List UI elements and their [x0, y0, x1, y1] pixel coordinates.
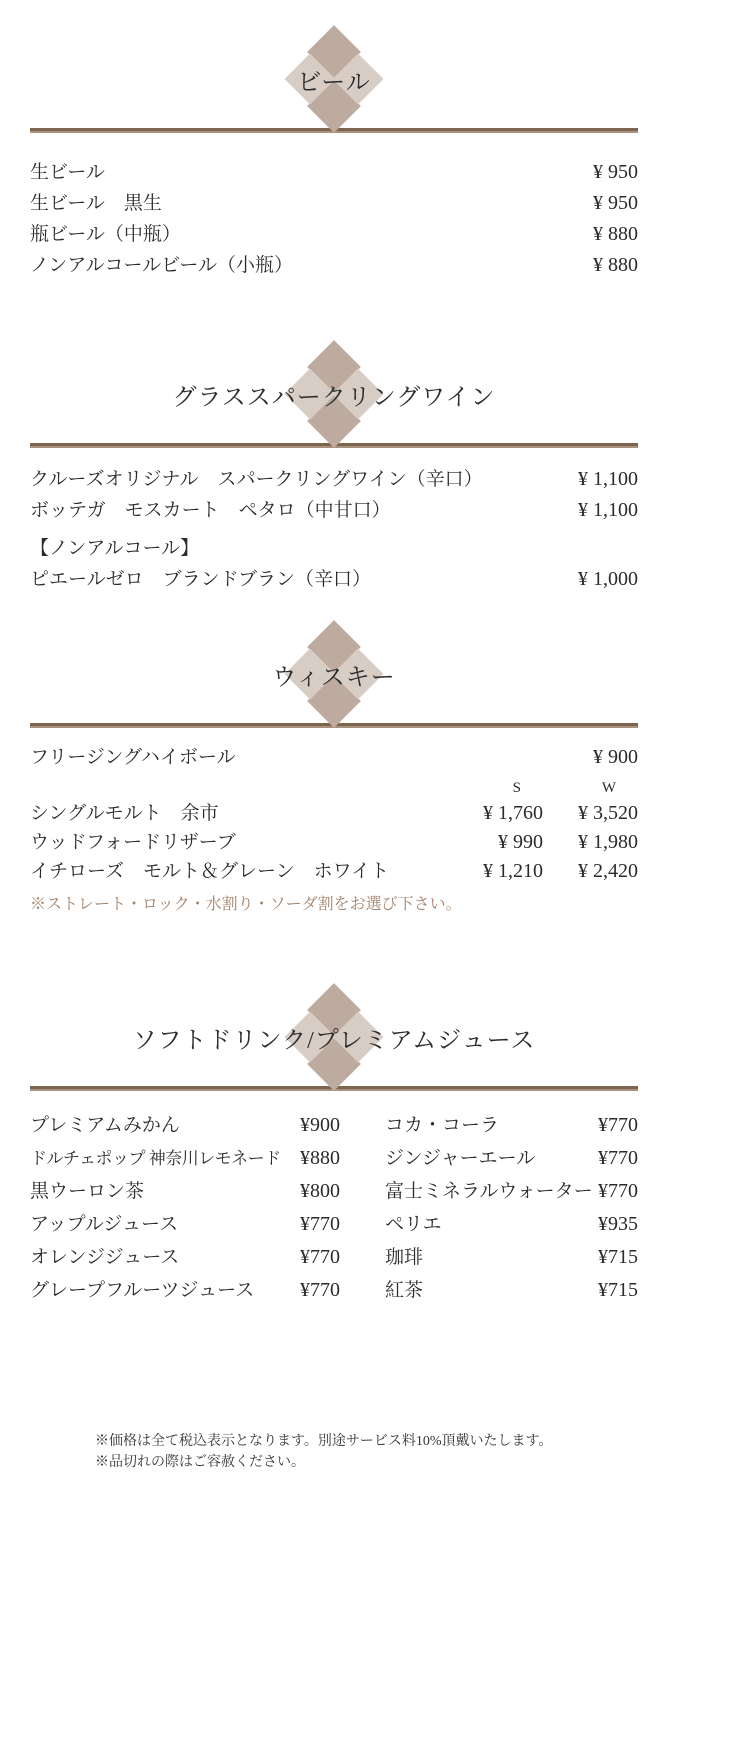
column-header-single: S [512, 780, 521, 796]
item-name: クルーズオリジナル スパークリングワイン（辛口） [30, 469, 483, 490]
item-name: 生ビール [30, 162, 105, 183]
whiskey-serving-note: ※ストレート・ロック・水割り・ソーダ割をお選び下さい。 [30, 896, 462, 913]
item-price: ¥770 [598, 1147, 638, 1169]
item-name: ピエールゼロ ブランドブラン（辛口） [30, 569, 372, 590]
section-title-sparkling-wine: グラススパークリングワイン [172, 384, 496, 411]
item-price: ¥ 950 [593, 161, 638, 183]
item-price: ¥ 880 [593, 254, 638, 276]
item-name: 黒ウーロン茶 [30, 1181, 145, 1202]
footer-note-soldout: ※品切れの際はご容赦ください。 [95, 1455, 305, 1470]
menu-item-row [30, 1142, 340, 1175]
menu-item-row [30, 464, 638, 495]
item-price: ¥ 900 [593, 746, 638, 768]
menu-item-row [385, 1109, 638, 1142]
item-price: ¥900 [300, 1114, 340, 1136]
section-header-sparkling-wine [30, 349, 638, 439]
menu-item-row [30, 799, 638, 828]
menu-item-row [30, 1241, 340, 1274]
item-name: 瓶ビール（中瓶） [30, 224, 181, 245]
item-price: ¥ 880 [593, 223, 638, 245]
footer-notes [95, 1431, 638, 1473]
menu-page [0, 34, 739, 1473]
item-name: 生ビール 黒生 [30, 193, 162, 214]
soft-drinks-right-column [385, 1109, 638, 1307]
menu-item-row [30, 1274, 340, 1307]
footer-note-tax: ※価格は全て税込表示となります。別途サービス料10%頂戴いたします。 [95, 1434, 553, 1449]
section-header-whiskey [30, 629, 638, 719]
item-name: ペリエ [385, 1214, 442, 1235]
item-name: ウッドフォードリザーブ [30, 832, 236, 853]
item-price-double: ¥ 1,980 [578, 831, 638, 853]
item-price-double: ¥ 2,420 [578, 860, 638, 882]
item-name: プレミアムみかん [30, 1115, 180, 1136]
item-name: 富士ミネラルウォーター [385, 1181, 593, 1202]
menu-item-row [385, 1208, 638, 1241]
item-name: 紅茶 [385, 1280, 424, 1301]
item-price-single: ¥ 990 [498, 831, 543, 853]
item-name: 珈琲 [385, 1247, 424, 1268]
menu-item-row [30, 564, 638, 595]
item-price: ¥715 [598, 1246, 638, 1268]
menu-item-row [30, 1175, 340, 1208]
menu-item-row [30, 157, 638, 188]
sparkling-wine-list [30, 464, 638, 595]
menu-item-row [385, 1241, 638, 1274]
menu-item-row [30, 219, 638, 250]
section-title-whiskey: ウィスキー [272, 664, 396, 691]
item-price-double: ¥ 3,520 [578, 802, 638, 824]
section-header-beer [30, 34, 638, 124]
item-price: ¥800 [300, 1180, 340, 1202]
item-price: ¥ 1,100 [578, 499, 638, 521]
soft-drinks-grid [30, 1109, 638, 1307]
menu-item-row [385, 1274, 638, 1307]
item-price: ¥880 [300, 1147, 340, 1169]
item-name: コカ・コーラ [385, 1115, 500, 1136]
item-name: オレンジジュース [30, 1247, 180, 1268]
item-price: ¥935 [598, 1213, 638, 1235]
menu-item-row [30, 1208, 340, 1241]
menu-item-row [30, 1109, 340, 1142]
item-price: ¥770 [598, 1114, 638, 1136]
beer-list [30, 157, 638, 281]
item-name: ノンアルコールビール（小瓶） [30, 255, 293, 276]
item-price: ¥715 [598, 1279, 638, 1301]
section-title-soft-drinks: ソフトドリンク/プレミアムジュース [132, 1027, 536, 1054]
item-price-single: ¥ 1,210 [483, 860, 543, 882]
non-alcohol-subheading [30, 534, 638, 564]
menu-item-row [30, 828, 638, 857]
menu-item-row [30, 742, 638, 773]
item-name: イチローズ モルト＆グレーン ホワイト [30, 861, 390, 882]
item-price: ¥770 [300, 1246, 340, 1268]
menu-item-row [30, 188, 638, 219]
item-name: ジンジャーエール [385, 1148, 536, 1169]
item-name: アップルジュース [30, 1214, 179, 1235]
menu-item-row [30, 495, 638, 526]
item-price: ¥770 [300, 1213, 340, 1235]
item-price: ¥ 950 [593, 192, 638, 214]
item-price: ¥770 [300, 1279, 340, 1301]
item-name: グレープフルーツジュース [30, 1280, 255, 1301]
item-name: フリージングハイボール [30, 747, 236, 768]
item-name: シングルモルト 余市 [30, 803, 219, 824]
item-price: ¥ 1,100 [578, 468, 638, 490]
subheading-label: 【ノンアルコール】 [30, 538, 200, 559]
menu-item-row [30, 250, 638, 281]
item-name: ボッテガ モスカート ペタロ（中甘口） [30, 500, 391, 521]
section-header-soft-drinks [30, 992, 638, 1082]
item-price-single: ¥ 1,760 [483, 802, 543, 824]
whiskey-list [30, 742, 638, 916]
item-name: ドルチェポップ 神奈川レモネード [30, 1149, 281, 1168]
soft-drinks-left-column [30, 1109, 340, 1307]
menu-item-row [385, 1142, 638, 1175]
whiskey-size-columns [30, 777, 638, 799]
column-header-double: W [601, 780, 616, 796]
item-price: ¥ 1,000 [578, 568, 638, 590]
item-price: ¥770 [598, 1180, 638, 1202]
section-title-beer: ビール [297, 69, 371, 96]
menu-item-row [30, 857, 638, 886]
menu-item-row [385, 1175, 638, 1208]
